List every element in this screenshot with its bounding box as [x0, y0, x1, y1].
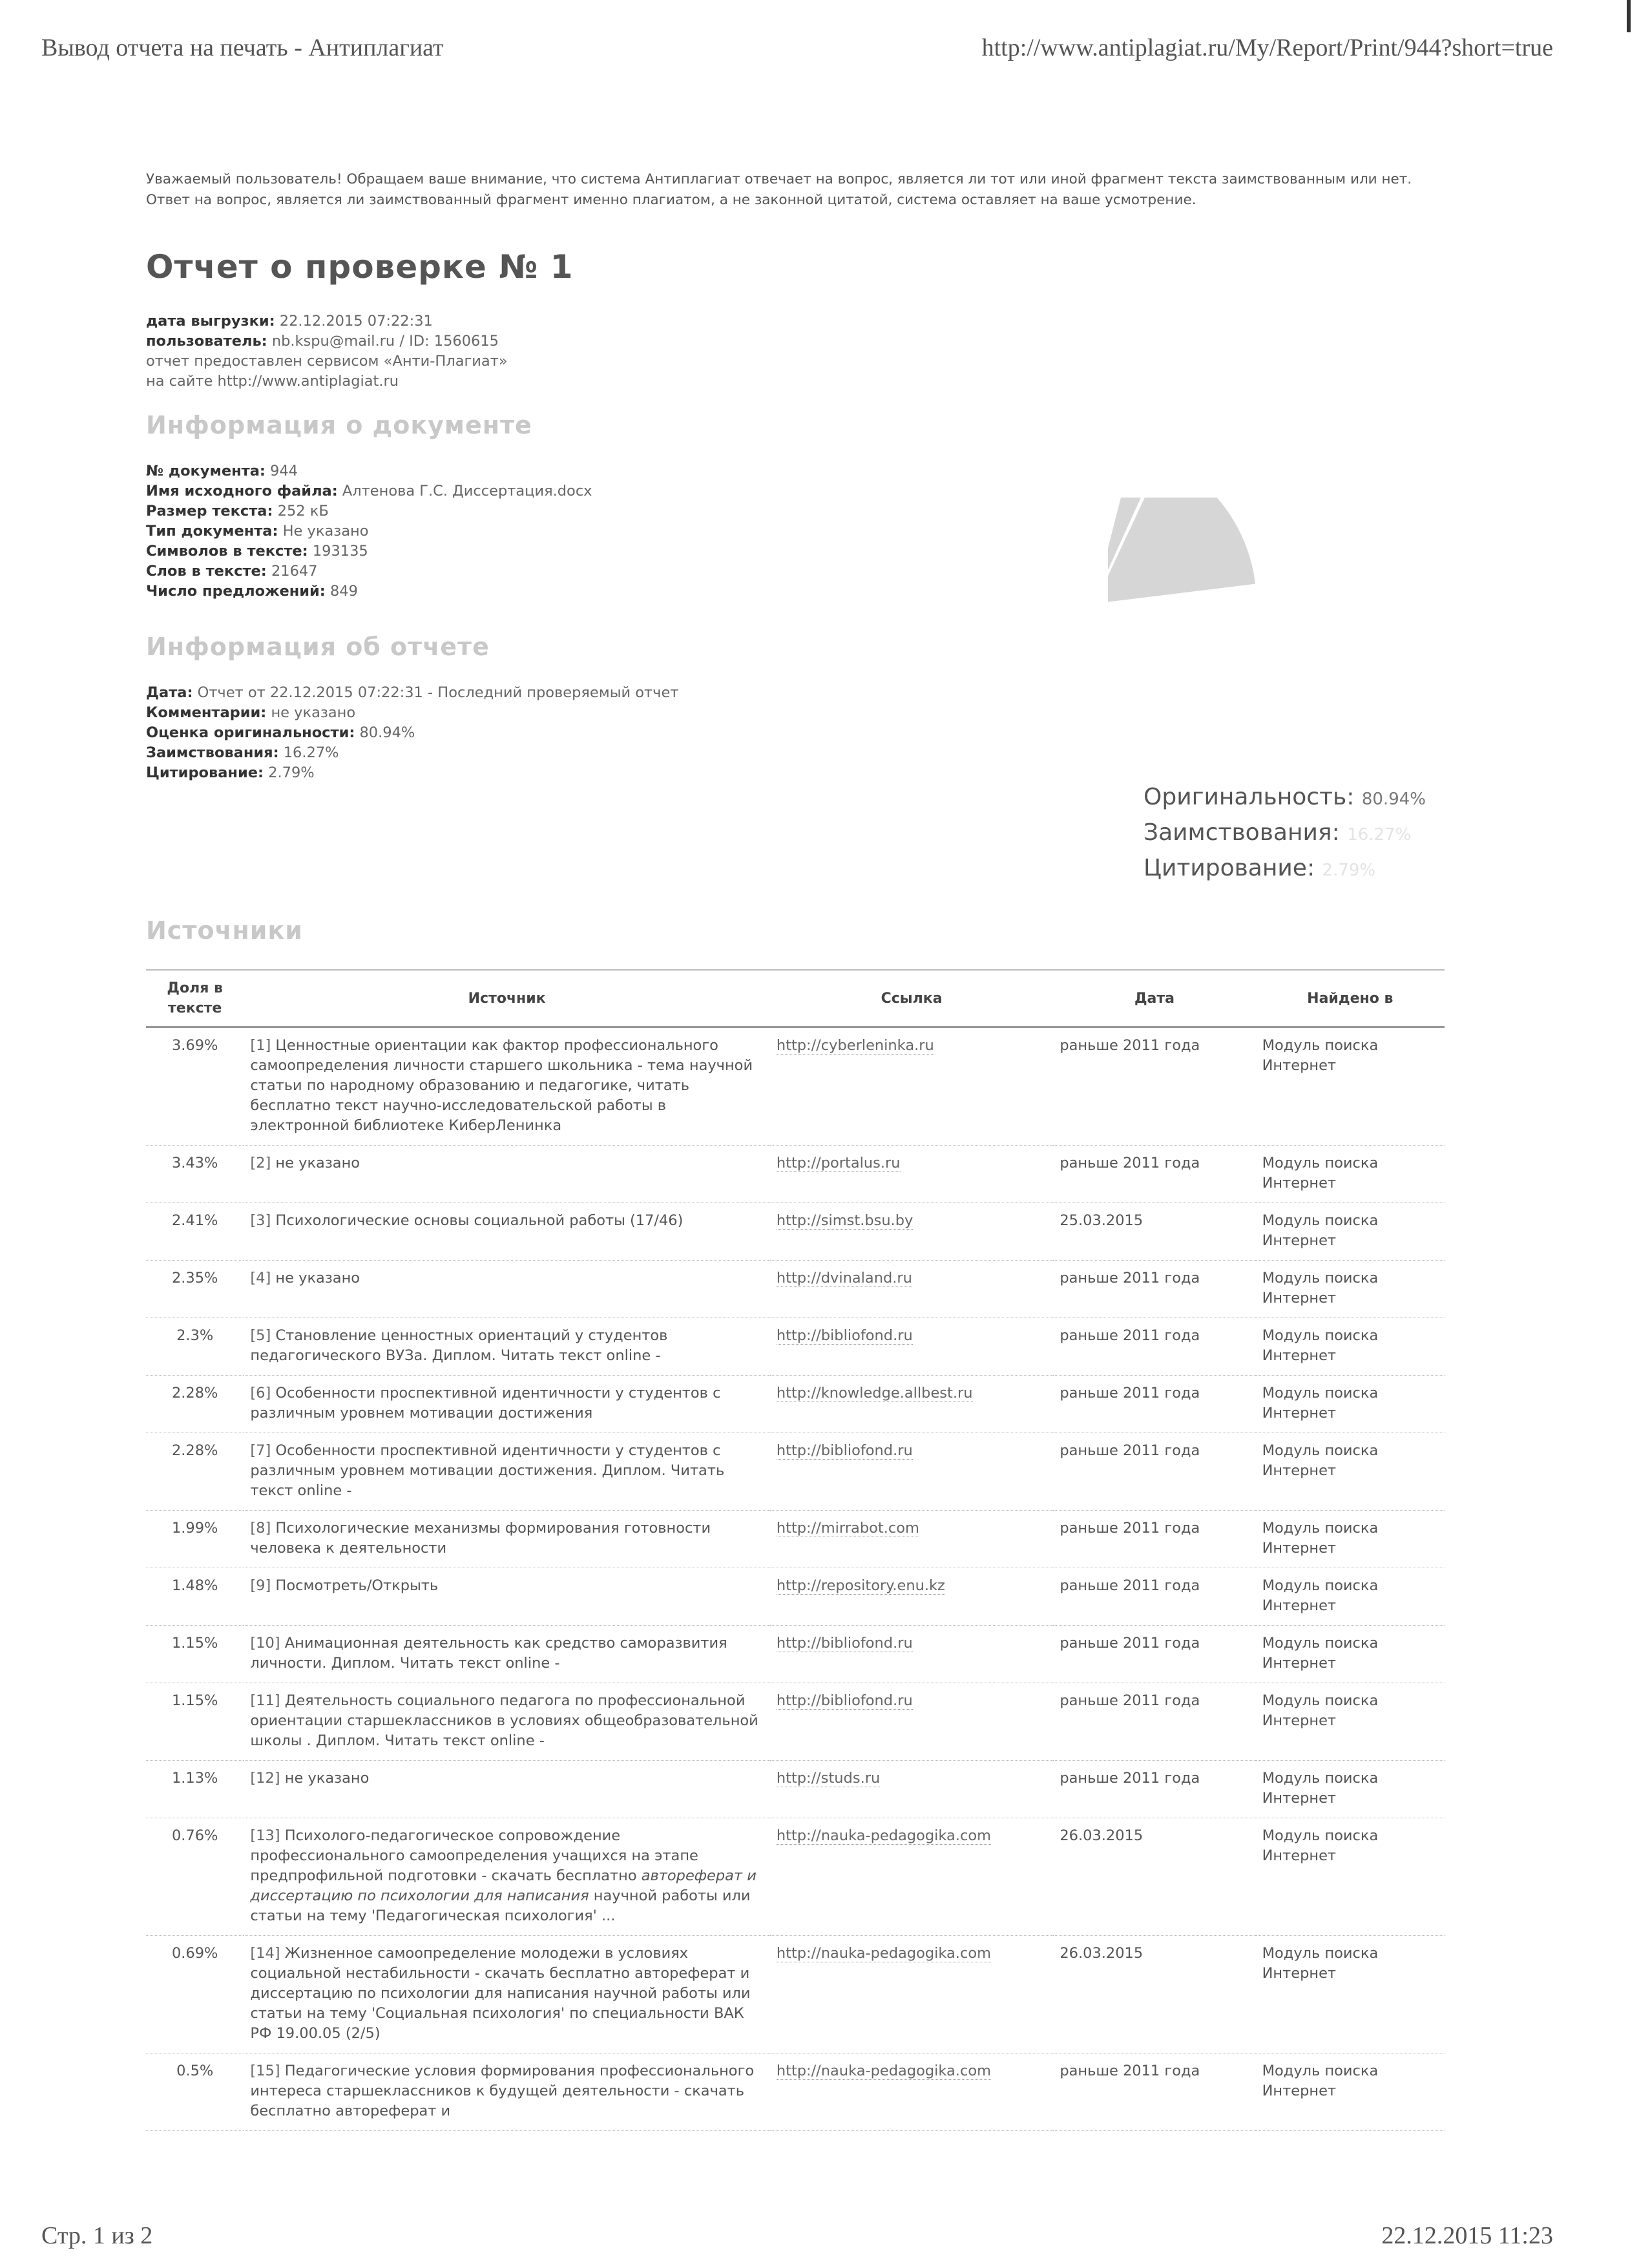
source-number: [13]: [250, 1827, 280, 1844]
col-link: Ссылка: [770, 970, 1054, 1027]
source-row: [146, 1761, 1445, 1818]
source-link-cell: [770, 1511, 1054, 1568]
source-title: Особенности проспективной идентичности у студентов с различным уровнем мотивации достижения: [250, 1385, 721, 1422]
source-title-cell: [244, 1027, 769, 1146]
source-number: [12]: [250, 1770, 280, 1787]
source-title-cell: [244, 2053, 769, 2131]
report-info-label: Дата:: [146, 684, 193, 701]
source-date: раньше 2011 года: [1053, 1027, 1255, 1146]
print-datetime: 22.12.2015 11:23: [1381, 2222, 1553, 2249]
doc-info-value: 944: [270, 463, 298, 479]
source-link[interactable]: http://bibliofond.ru: [776, 1442, 913, 1459]
stats-legend: [1144, 781, 1426, 887]
doc-info-value: Алтенова Г.С. Диссертация.docx: [342, 483, 592, 499]
source-title: Посмотреть/Открыть: [275, 1577, 439, 1594]
doc-info-label: № документа:: [146, 463, 266, 479]
source-number: [14]: [250, 1945, 280, 1962]
source-title-cell: [244, 1433, 769, 1511]
source-title: Психологические механизмы формирования готовности человека к деятельности: [250, 1520, 711, 1557]
page-counter: Стр. 1 из 2: [41, 2222, 153, 2249]
source-title-cell: [244, 1761, 769, 1818]
source-link[interactable]: http://nauka-pedagogika.com: [776, 1945, 992, 1962]
source-row: [146, 1027, 1445, 1146]
doc-info-label: Имя исходного файла:: [146, 483, 338, 499]
source-link-cell: [770, 1936, 1054, 2053]
report-info-row: [146, 703, 1445, 723]
source-date: 26.03.2015: [1053, 1818, 1255, 1936]
source-share: 0.5%: [146, 2053, 244, 2131]
source-date: раньше 2011 года: [1053, 1146, 1255, 1203]
source-link-cell: [770, 1568, 1054, 1626]
source-share: 1.13%: [146, 1761, 244, 1818]
source-title: Педагогические условия формирования профессионального интереса старшеклассников к будущей деятельности - скачать бесплатно автореферат и: [250, 2063, 755, 2119]
doc-info-label: Число предложений:: [146, 583, 326, 600]
report-info-value: 16.27%: [283, 744, 339, 761]
source-title-italic: автореферат и диссертацию по психологии для написания: [250, 1867, 757, 1904]
source-title-cell: [244, 1511, 769, 1568]
source-date: раньше 2011 года: [1053, 1433, 1255, 1511]
doc-info-label: Слов в тексте:: [146, 563, 267, 580]
doc-info-value: 252 кБ: [277, 503, 329, 520]
source-title-cell: [244, 1818, 769, 1936]
source-title-cell: [244, 1318, 769, 1376]
user-line: пользователь: nb.kspu@mail.ru / ID: 1560615: [146, 333, 499, 350]
sources-table: [146, 969, 1445, 2131]
originality-pie-chart: [1108, 498, 1276, 698]
report-title: Отчет о проверке № 1: [146, 248, 574, 286]
source-row: [146, 1818, 1445, 1936]
source-title-cell: [244, 1683, 769, 1761]
source-row: [146, 1318, 1445, 1376]
source-row: [146, 1511, 1445, 1568]
source-link[interactable]: http://simst.bsu.by: [776, 1212, 914, 1229]
source-number: [9]: [250, 1577, 271, 1594]
source-title: не указано: [275, 1270, 360, 1286]
source-title-cell: [244, 1376, 769, 1433]
col-source: Источник: [244, 970, 769, 1027]
source-title: Ценностные ориентации как фактор профессионального самоопределения личности старшего школьника - тема научной статьи по народному образованию и педагогике, читать бесплатно текст научно-исследовательской работы в электронной библиотеке КиберЛенинка: [250, 1037, 753, 1134]
doc-info-value: 193135: [312, 543, 368, 560]
col-found: Найдено в: [1256, 970, 1445, 1027]
source-found-in: Модуль поиска Интернет: [1256, 1568, 1445, 1626]
source-link[interactable]: http://mirrabot.com: [776, 1520, 919, 1537]
site-line[interactable]: на сайте http://www.antiplagiat.ru: [146, 373, 399, 390]
source-date: раньше 2011 года: [1053, 1511, 1255, 1568]
source-link[interactable]: http://portalus.ru: [776, 1155, 901, 1171]
doc-info-label: Размер текста:: [146, 503, 273, 520]
source-row: [146, 2053, 1445, 2131]
export-date: 22.12.2015 07:22:31: [279, 313, 433, 330]
source-title: Жизненное самоопределение молодежи в условиях социальной нестабильности - скачать бесплатно автореферат и диссертацию по психологии для написания научной работы или статьи на тему 'Социальная психология' по специальности ВАК РФ 19.00.05 (2/5): [250, 1945, 751, 2042]
source-found-in: Модуль поиска Интернет: [1256, 1203, 1445, 1261]
source-found-in: Модуль поиска Интернет: [1256, 1376, 1445, 1433]
source-row: [146, 1433, 1445, 1511]
source-share: 3.43%: [146, 1146, 244, 1203]
stat-originality: Оригинальность: 80.94%: [1144, 784, 1426, 810]
source-link[interactable]: http://knowledge.allbest.ru: [776, 1385, 973, 1402]
report-info-value: 80.94%: [359, 724, 415, 741]
sources-heading: Источники: [146, 916, 303, 945]
source-number: [1]: [250, 1037, 271, 1054]
source-found-in: Модуль поиска Интернет: [1256, 1146, 1445, 1203]
source-number: [10]: [250, 1635, 280, 1652]
source-number: [7]: [250, 1442, 271, 1459]
source-link[interactable]: http://nauka-pedagogika.com: [776, 1827, 992, 1844]
sources-header-row: [146, 970, 1445, 1027]
source-title: Деятельность социального педагога по профессиональной ориентации старшеклассников в условиях общеобразовательной школы . Диплом. Читать текст online -: [250, 1692, 758, 1749]
report-info-label: Заимствования:: [146, 744, 279, 761]
source-title-cell: [244, 1203, 769, 1261]
source-found-in: Модуль поиска Интернет: [1256, 1511, 1445, 1568]
source-link-cell: [770, 1027, 1054, 1146]
source-row: [146, 1568, 1445, 1626]
report-info-value: 2.79%: [268, 764, 315, 781]
source-number: [15]: [250, 2063, 280, 2079]
doc-info-value: 849: [329, 583, 358, 600]
doc-info-row: [146, 461, 1445, 481]
source-link-cell: [770, 1761, 1054, 1818]
col-date: Дата: [1053, 970, 1255, 1027]
stat-borrowing-value: 16.27%: [1347, 825, 1412, 845]
source-title-cell: [244, 1568, 769, 1626]
source-share: 2.35%: [146, 1261, 244, 1318]
source-found-in: Модуль поиска Интернет: [1256, 1761, 1445, 1818]
source-date: раньше 2011 года: [1053, 2053, 1255, 2131]
source-title: Психологические основы социальной работы (17/46): [275, 1212, 684, 1229]
source-row: [146, 1936, 1445, 2053]
export-date-line: дата выгрузки: 22.12.2015 07:22:31: [146, 313, 433, 330]
source-found-in: Модуль поиска Интернет: [1256, 2053, 1445, 2131]
source-share: 2.28%: [146, 1376, 244, 1433]
source-link-cell: [770, 1433, 1054, 1511]
source-share: 2.3%: [146, 1318, 244, 1376]
source-number: [11]: [250, 1692, 280, 1709]
stat-citation: Цитирование: 2.79%: [1144, 855, 1376, 881]
source-title: не указано: [284, 1770, 370, 1787]
user-id: nb.kspu@mail.ru / ID: 1560615: [271, 333, 499, 350]
source-row: [146, 1683, 1445, 1761]
source-found-in: Модуль поиска Интернет: [1256, 1433, 1445, 1511]
source-share: 1.15%: [146, 1626, 244, 1683]
source-date: раньше 2011 года: [1053, 1318, 1255, 1376]
source-row: [146, 1376, 1445, 1433]
source-link-cell: [770, 1683, 1054, 1761]
source-date: раньше 2011 года: [1053, 1261, 1255, 1318]
report-info-label: Оценка оригинальности:: [146, 724, 355, 741]
source-link[interactable]: http://cyberleninka.ru: [776, 1037, 934, 1054]
source-date: раньше 2011 года: [1053, 1376, 1255, 1433]
source-number: [5]: [250, 1327, 271, 1344]
report-meta: [146, 311, 1445, 392]
source-link-cell: [770, 1376, 1054, 1433]
source-link[interactable]: http://repository.enu.kz: [776, 1577, 945, 1594]
user-notice: Уважаемый пользователь! Обращаем ваше внимание, что система Антиплагиат отвечает на вопрос, является ли тот или иной фрагмент текста заимствованным или нет. Ответ на вопрос, является ли заимствованный фрагмент именно плагиатом, а не законной цитатой, система оставляет на ваше усмотрение.: [146, 171, 1412, 208]
source-title-tail: научной работы или статьи на тему 'Педагогическая психология' ...: [250, 1887, 751, 1924]
col-share: Доля в тексте: [146, 970, 244, 1027]
source-link[interactable]: http://bibliofond.ru: [776, 1327, 913, 1344]
source-title-cell: [244, 1261, 769, 1318]
source-found-in: Модуль поиска Интернет: [1256, 1027, 1445, 1146]
source-link[interactable]: http://studs.ru: [776, 1770, 881, 1787]
source-title-cell: [244, 1936, 769, 2053]
source-title: не указано: [275, 1155, 360, 1171]
report-info-value: не указано: [271, 704, 356, 721]
source-row: [146, 1261, 1445, 1318]
print-page-title: Вывод отчета на печать - Антиплагиат: [41, 34, 444, 61]
source-share: 0.69%: [146, 1936, 244, 2053]
source-date: 25.03.2015: [1053, 1203, 1255, 1261]
source-link-cell: [770, 1626, 1054, 1683]
source-found-in: Модуль поиска Интернет: [1256, 1318, 1445, 1376]
report-info-value: Отчет от 22.12.2015 07:22:31 - Последний проверяемый отчет: [197, 684, 679, 701]
service-line: отчет предоставлен сервисом «Анти-Плагиат»: [146, 353, 508, 370]
source-found-in: Модуль поиска Интернет: [1256, 1626, 1445, 1683]
doc-info-value: 21647: [271, 563, 318, 580]
report-info-label: Цитирование:: [146, 764, 264, 781]
source-number: [3]: [250, 1212, 271, 1229]
source-link-cell: [770, 1318, 1054, 1376]
source-link-cell: [770, 1818, 1054, 1936]
source-found-in: Модуль поиска Интернет: [1256, 1683, 1445, 1761]
source-date: раньше 2011 года: [1053, 1761, 1255, 1818]
scan-edge-mark: [1627, 0, 1631, 32]
source-number: [8]: [250, 1520, 271, 1537]
source-link[interactable]: http://dvinaland.ru: [776, 1270, 912, 1286]
source-share: 3.69%: [146, 1027, 244, 1146]
source-link[interactable]: http://nauka-pedagogika.com: [776, 2063, 992, 2079]
source-title-cell: [244, 1626, 769, 1683]
print-page-url[interactable]: http://www.antiplagiat.ru/My/Report/Print/944?short=true: [981, 34, 1553, 61]
source-link-cell: [770, 1203, 1054, 1261]
source-share: 1.48%: [146, 1568, 244, 1626]
source-link[interactable]: http://bibliofond.ru: [776, 1635, 913, 1652]
report-info-heading: Информация об отчете: [146, 633, 490, 661]
report-info-list: [146, 683, 1445, 783]
source-link[interactable]: http://bibliofond.ru: [776, 1692, 913, 1709]
stat-originality-value: 80.94%: [1361, 790, 1426, 809]
source-title: Становление ценностных ориентаций у студентов педагогического ВУЗа. Диплом. Читать текст online -: [250, 1327, 668, 1364]
source-share: 1.99%: [146, 1511, 244, 1568]
source-title: Особенности проспективной идентичности у студентов с различным уровнем мотивации достижения. Диплом. Читать текст online -: [250, 1442, 725, 1499]
source-number: [2]: [250, 1155, 271, 1171]
source-date: раньше 2011 года: [1053, 1683, 1255, 1761]
report-info-row: [146, 723, 1445, 743]
source-row: [146, 1203, 1445, 1261]
source-number: [4]: [250, 1270, 271, 1286]
source-title-cell: [244, 1146, 769, 1203]
source-found-in: Модуль поиска Интернет: [1256, 1936, 1445, 2053]
source-row: [146, 1146, 1445, 1203]
report-info-row: [146, 743, 1445, 763]
doc-info-label: Символов в тексте:: [146, 543, 308, 560]
source-found-in: Модуль поиска Интернет: [1256, 1818, 1445, 1936]
doc-info-value: Не указано: [282, 523, 369, 540]
source-date: раньше 2011 года: [1053, 1626, 1255, 1683]
source-title: Анимационная деятельность как средство саморазвития личности. Диплом. Читать текст online -: [250, 1635, 727, 1672]
source-title: Психолого-педагогическое сопровождение профессионального самоопределения учащихся на этапе предпрофильной подготовки - скачать бесплатно: [250, 1827, 698, 1884]
source-link-cell: [770, 1146, 1054, 1203]
doc-info-heading: Информация о документе: [146, 411, 532, 439]
source-number: [6]: [250, 1385, 271, 1402]
source-date: 26.03.2015: [1053, 1936, 1255, 2053]
source-link-cell: [770, 1261, 1054, 1318]
source-found-in: Модуль поиска Интернет: [1256, 1261, 1445, 1318]
source-share: 0.76%: [146, 1818, 244, 1936]
source-row: [146, 1626, 1445, 1683]
stat-citation-value: 2.79%: [1322, 861, 1376, 880]
report-info-label: Комментарии:: [146, 704, 267, 721]
doc-info-label: Тип документа:: [146, 523, 278, 540]
source-date: раньше 2011 года: [1053, 1568, 1255, 1626]
stat-borrowing: Заимствования: 16.27%: [1144, 819, 1412, 846]
source-share: 2.41%: [146, 1203, 244, 1261]
source-share: 2.28%: [146, 1433, 244, 1511]
source-link-cell: [770, 2053, 1054, 2131]
source-share: 1.15%: [146, 1683, 244, 1761]
